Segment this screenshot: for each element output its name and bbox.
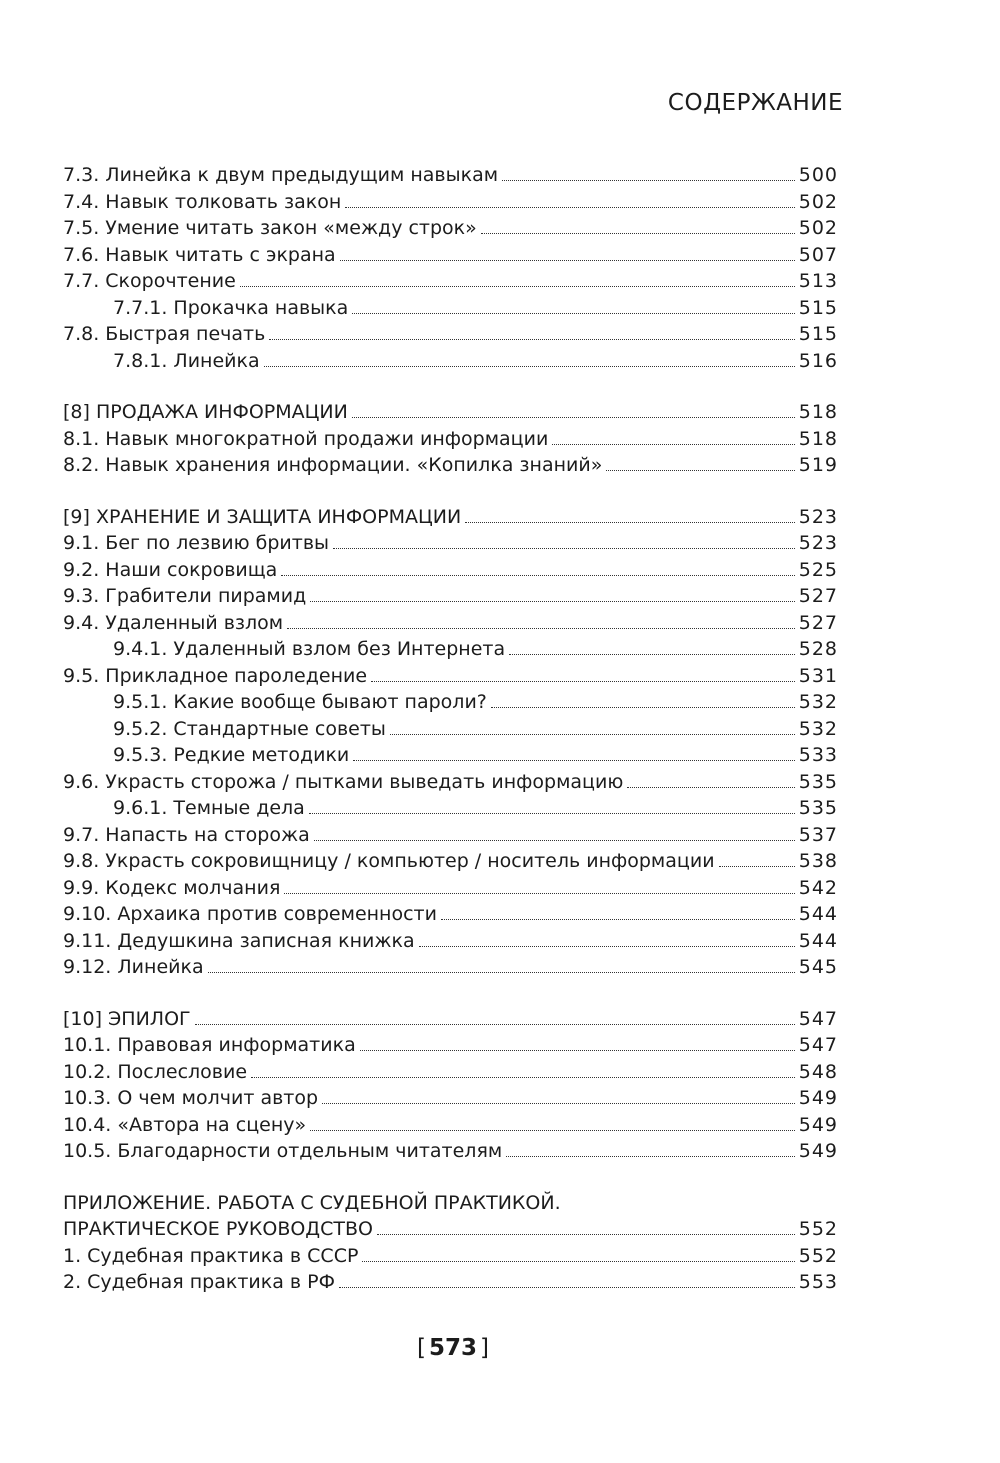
- toc-entry-page: 544: [798, 929, 838, 952]
- toc-entry: [63, 189, 838, 216]
- toc-entry-page: 542: [798, 876, 838, 899]
- toc-entry: [63, 822, 838, 849]
- toc-entry-title: 9.10. Архаика против современности: [63, 903, 437, 925]
- toc-entry-page: 552: [798, 1218, 838, 1240]
- toc-entry-page: 518: [798, 427, 838, 450]
- toc-entry: [63, 716, 838, 743]
- toc-entry-title: 7.5. Умение читать закон «между строк»: [63, 217, 477, 239]
- toc-entry-title: 7.3. Линейка к двум предыдущим навыкам: [63, 164, 499, 186]
- toc-dot-leader: [390, 734, 795, 735]
- toc-entry-page: 523: [798, 505, 838, 528]
- toc-dot-leader: [287, 628, 795, 629]
- toc-entry-title: 2. Судебная практика в РФ: [63, 1271, 335, 1293]
- toc-dot-leader: [208, 972, 795, 973]
- toc-dot-leader: [362, 1261, 794, 1262]
- toc-entry: [63, 1059, 838, 1086]
- toc-entry: [63, 1032, 838, 1059]
- toc-dot-leader: [552, 444, 794, 445]
- toc-entry-title: 9.11. Дедушкина записная книжка: [63, 929, 415, 952]
- toc-dot-leader: [606, 470, 794, 471]
- toc-entry-title: 9.5. Прикладное пароледение: [63, 664, 368, 687]
- toc-entry: [63, 426, 838, 453]
- toc-entry-page: 507: [798, 243, 838, 266]
- toc-dot-leader: [340, 260, 795, 261]
- toc-dot-leader: [719, 866, 795, 867]
- toc-entry: [63, 1006, 838, 1033]
- toc-entry-page: 502: [798, 217, 838, 239]
- toc-entry-title: 9.4. Удаленный взлом: [63, 611, 284, 634]
- toc-entry-title: 7.7.1. Прокачка навыка: [113, 296, 349, 319]
- toc-entry-title: 8.2. Навык хранения информации. «Копилка знаний»: [63, 454, 603, 476]
- toc-entry: [63, 663, 838, 690]
- toc-entry-title: [10] ЭПИЛОГ: [63, 1007, 191, 1030]
- toc-entry: [63, 348, 838, 375]
- toc-entry-page: 528: [798, 638, 838, 660]
- table-of-contents: [63, 162, 838, 1296]
- toc-dot-leader: [441, 919, 795, 920]
- toc-dot-leader: [491, 707, 795, 708]
- toc-entry-page: 513: [798, 270, 838, 292]
- toc-dot-leader: [284, 893, 794, 894]
- toc-entry: [63, 795, 838, 822]
- toc-entry: [63, 583, 838, 610]
- toc-dot-leader: [339, 1287, 795, 1288]
- toc-section-gap: [63, 981, 838, 1006]
- toc-dot-leader: [269, 339, 794, 340]
- toc-entry: [63, 1216, 838, 1243]
- toc-entry-page: 516: [798, 349, 838, 372]
- toc-dot-leader: [352, 313, 794, 314]
- page-number-close-bracket: ]: [480, 1335, 489, 1361]
- page-number-value: 573: [428, 1335, 477, 1361]
- toc-dot-leader: [309, 813, 795, 814]
- toc-dot-leader: [333, 548, 795, 549]
- toc-entry: [63, 901, 838, 928]
- toc-dot-leader: [371, 681, 795, 682]
- toc-entry-title: 7.4. Навык толковать закон: [63, 190, 342, 213]
- toc-dot-leader: [481, 233, 795, 234]
- toc-entry-page: 549: [798, 1087, 838, 1109]
- toc-dot-leader: [506, 1156, 795, 1157]
- toc-entry-page: 547: [798, 1007, 838, 1030]
- toc-entry-page: 545: [798, 956, 838, 978]
- toc-entry: [63, 1243, 838, 1270]
- toc-entry-title: 9.5.1. Какие вообще бывают пароли?: [113, 691, 487, 713]
- toc-entry-title: 10.1. Правовая информатика: [63, 1034, 356, 1056]
- toc-entry: [63, 162, 838, 189]
- toc-entry: [63, 848, 838, 875]
- toc-dot-leader: [310, 601, 795, 602]
- toc-entry: [63, 742, 838, 769]
- toc-dot-leader: [377, 1234, 795, 1235]
- toc-entry-title: [9] ХРАНЕНИЕ И ЗАЩИТА ИНФОРМАЦИИ: [63, 505, 462, 528]
- toc-entry: [63, 268, 838, 295]
- toc-entry-page: 537: [798, 823, 838, 846]
- toc-entry: [63, 399, 838, 426]
- toc-dot-leader: [509, 654, 795, 655]
- toc-section-gap: [63, 374, 838, 399]
- toc-entry-title: 9.6. Украсть сторожа / пытками выведать информацию: [63, 770, 624, 793]
- toc-entry-title: 9.7. Напасть на сторожа: [63, 823, 310, 846]
- toc-entry: [63, 242, 838, 269]
- toc-dot-leader: [360, 1050, 795, 1051]
- toc-entry-page: 548: [798, 1060, 838, 1083]
- toc-entry-page: 515: [798, 323, 838, 345]
- toc-entry-title: 10.5. Благодарности отдельным читателям: [63, 1140, 503, 1162]
- toc-entry: [63, 769, 838, 796]
- toc-entry-page: 549: [798, 1140, 838, 1162]
- toc-entry-page: 547: [798, 1034, 838, 1056]
- toc-entry-page: 518: [798, 401, 838, 423]
- toc-entry-page: 544: [798, 903, 838, 925]
- toc-entry-page: 552: [798, 1244, 838, 1267]
- toc-entry-page: 523: [798, 532, 838, 554]
- toc-dot-leader: [345, 207, 794, 208]
- toc-entry: [63, 928, 838, 955]
- toc-entry-page: 532: [798, 717, 838, 740]
- toc-section-gap: [63, 1165, 838, 1190]
- toc-entry: [63, 636, 838, 663]
- toc-entry-title: [8] ПРОДАЖА ИНФОРМАЦИИ: [63, 401, 348, 423]
- toc-entry-title: 9.4.1. Удаленный взлом без Интернета: [113, 638, 506, 660]
- toc-entry-title: 7.8. Быстрая печать: [63, 323, 266, 345]
- toc-entry: [63, 1112, 838, 1139]
- toc-entry-title: 1. Судебная практика в СССР: [63, 1244, 359, 1267]
- toc-dot-leader: [251, 1077, 795, 1078]
- toc-entry-title: 7.7. Скорочтение: [63, 270, 236, 292]
- toc-entry-title: ПРИЛОЖЕНИЕ. РАБОТА С СУДЕБНОЙ ПРАКТИКОЙ.: [63, 1191, 561, 1214]
- toc-entry-title: 10.3. О чем молчит автор: [63, 1087, 319, 1109]
- toc-entry-page: 553: [798, 1271, 838, 1293]
- toc-entry-title: 9.5.2. Стандартные советы: [113, 717, 386, 740]
- toc-entry: [63, 1269, 838, 1296]
- toc-dot-leader: [322, 1103, 795, 1104]
- page-number-open-bracket: [: [417, 1335, 426, 1361]
- toc-entry-title: ПРАКТИЧЕСКОЕ РУКОВОДСТВО: [63, 1218, 374, 1240]
- toc-entry-page: 533: [798, 744, 838, 766]
- toc-entry-page: 535: [798, 797, 838, 819]
- toc-entry: [63, 530, 838, 557]
- toc-entry-page: 527: [798, 585, 838, 607]
- toc-dot-leader: [419, 946, 795, 947]
- toc-entry-page: 531: [798, 664, 838, 687]
- toc-dot-leader: [264, 366, 795, 367]
- toc-dot-leader: [195, 1024, 795, 1025]
- toc-entry-page: 527: [798, 611, 838, 634]
- toc-entry-page: 532: [798, 691, 838, 713]
- toc-entry-title: 9.3. Грабители пирамид: [63, 585, 307, 607]
- toc-entry-page: 549: [798, 1113, 838, 1136]
- toc-entry-title: 9.5.3. Редкие методики: [113, 744, 350, 766]
- toc-dot-leader: [281, 575, 794, 576]
- toc-entry-page: 515: [798, 296, 838, 319]
- toc-entry-title: 9.8. Украсть сокровищницу / компьютер / носитель информации: [63, 850, 715, 872]
- toc-entry-title: 10.4. «Автора на сцену»: [63, 1113, 307, 1136]
- toc-dot-leader: [465, 522, 795, 523]
- toc-entry-page: 500: [798, 164, 838, 186]
- toc-entry-page: 535: [798, 770, 838, 793]
- toc-entry: [63, 504, 838, 531]
- toc-entry-title: 10.2. Послесловие: [63, 1060, 248, 1083]
- toc-entry: [63, 1085, 838, 1112]
- toc-entry-title: 7.8.1. Линейка: [113, 349, 260, 372]
- toc-entry: [63, 875, 838, 902]
- toc-entry: [63, 321, 838, 348]
- toc-entry: [63, 295, 838, 322]
- toc-entry-page: 502: [798, 190, 838, 213]
- toc-dot-leader: [314, 840, 795, 841]
- toc-dot-leader: [353, 760, 794, 761]
- toc-dot-leader: [502, 180, 795, 181]
- toc-section-gap: [63, 479, 838, 504]
- toc-dot-leader: [240, 286, 795, 287]
- toc-entry-page: 525: [798, 558, 838, 581]
- toc-entry: [63, 689, 838, 716]
- toc-entry-title: 9.6.1. Темные дела: [113, 797, 305, 819]
- toc-dot-leader: [310, 1130, 795, 1131]
- toc-dot-leader: [352, 417, 795, 418]
- toc-entry: [63, 954, 838, 981]
- toc-entry-title: 8.1. Навык многократной продажи информации: [63, 427, 549, 450]
- toc-entry: [63, 610, 838, 637]
- toc-entry-title: 9.12. Линейка: [63, 956, 204, 978]
- toc-entry-title: 7.6. Навык читать с экрана: [63, 243, 336, 266]
- toc-entry: [63, 1138, 838, 1165]
- toc-dot-leader: [627, 787, 794, 788]
- toc-entry-page: 538: [798, 850, 838, 872]
- toc-entry: [63, 557, 838, 584]
- toc-entry-title: 9.9. Кодекс молчания: [63, 876, 281, 899]
- toc-entry-title: 9.2. Наши сокровища: [63, 558, 278, 581]
- toc-entry-title: 9.1. Бег по лезвию бритвы: [63, 532, 330, 554]
- toc-entry-page: 519: [798, 454, 838, 476]
- page-number: [0, 1335, 906, 1361]
- toc-entry: [63, 452, 838, 479]
- page-header-title: СОДЕРЖАНИЕ: [667, 90, 843, 116]
- toc-entry: [63, 215, 838, 242]
